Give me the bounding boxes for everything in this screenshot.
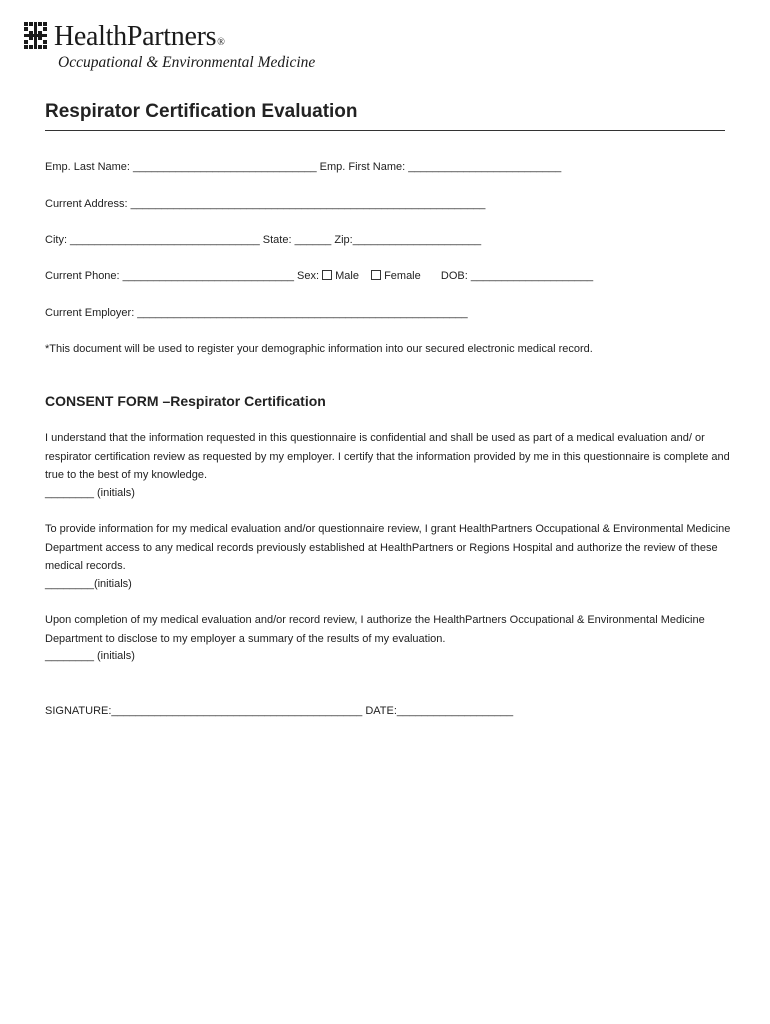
consent-paragraph-3: Upon completion of my medical evaluation and/or record review, I authorize the HealthPartners Occupational & Environmental Medicine Department to disclose to my employer a summary of the results of my evaluation. <box>45 614 705 645</box>
state-field[interactable]: State: ______ <box>262 234 332 246</box>
male-checkbox[interactable] <box>322 270 332 280</box>
brand-tagline: Occupational & Environmental Medicine <box>58 54 316 71</box>
healthpartners-logo <box>24 20 344 76</box>
healthpartners-logo-mark-icon <box>24 22 47 49</box>
initials-field-1[interactable]: ________ (initials) <box>45 487 135 499</box>
name-row <box>45 159 561 175</box>
form-title: Respirator Certification Evaluation <box>45 101 358 122</box>
consent-paragraph-2: To provide information for my medical evaluation and/or questionnaire review, I grant HealthPartners Occupational & Environmental Medicine Department access to any medical records previously established at HealthPartners or Regions Hospital and authorize the review of these medical records. <box>45 523 731 572</box>
last-name-field[interactable]: Emp. Last Name: ______________________________ <box>45 161 317 173</box>
zip-field[interactable]: Zip:_____________________ <box>334 234 482 246</box>
city-state-zip-row <box>45 232 481 248</box>
registered-mark: ® <box>217 37 225 48</box>
female-label: Female <box>384 270 421 282</box>
male-label: Male <box>335 270 359 282</box>
brand-name-text: HealthPartners <box>54 21 217 52</box>
phone-field[interactable]: Current Phone: ____________________________ <box>45 270 294 282</box>
initials-field-3[interactable]: ________ (initials) <box>45 650 135 662</box>
employer-field[interactable]: Current Employer: ______________________________________________________ <box>45 307 468 319</box>
consent-title: CONSENT FORM –Respirator Certification <box>45 393 326 409</box>
date-field[interactable]: DATE:___________________ <box>365 705 514 717</box>
initials-field-2[interactable]: ________(initials) <box>45 578 132 590</box>
first-name-field[interactable]: Emp. First Name: _________________________ <box>319 161 562 173</box>
title-divider <box>45 130 725 131</box>
address-field[interactable]: Current Address: __________________________________________________________ <box>45 198 486 210</box>
address-row <box>45 196 485 212</box>
phone-sex-dob-row <box>45 268 593 284</box>
female-checkbox[interactable] <box>371 270 381 280</box>
city-field[interactable]: City: _______________________________ <box>45 234 260 246</box>
consent-paragraph-1: I understand that the information requested in this questionnaire is confidential and shall be used as part of a medical evaluation and/ or respirator certification review as requested by my employer. I certify that the information provided by me in this questionnaire is complete and true to the best of my knowledge. <box>45 432 730 481</box>
signature-field[interactable]: SIGNATURE:_________________________________________ <box>45 705 363 717</box>
brand-name <box>54 20 225 54</box>
dob-field[interactable]: DOB: ____________________ <box>440 270 594 282</box>
sex-label: Sex: <box>297 270 320 282</box>
privacy-note: *This document will be used to register your demographic information into our secured electronic medical record. <box>45 343 593 355</box>
signature-row <box>45 703 513 719</box>
employer-row <box>45 305 468 321</box>
